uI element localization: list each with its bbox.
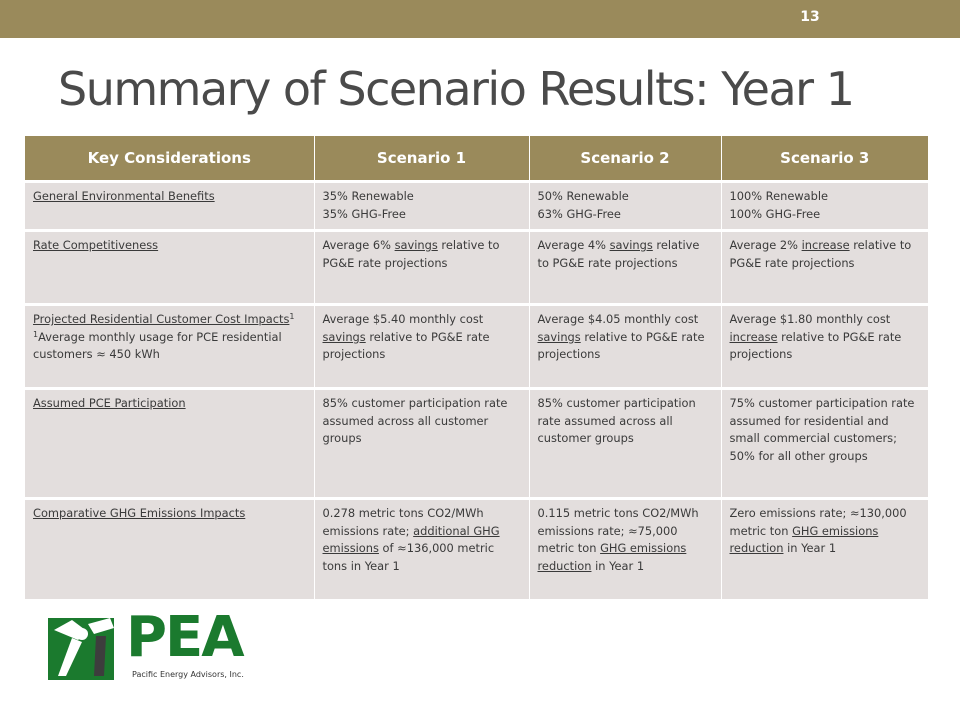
footnote-marker: 1 bbox=[33, 329, 39, 339]
cell-text-underlined: savings bbox=[394, 238, 438, 252]
cell-line: 63% GHG-Free bbox=[537, 206, 621, 221]
cell-text: in Year 1 bbox=[783, 541, 837, 555]
cell bbox=[721, 231, 928, 305]
footnote-marker: 1 bbox=[289, 312, 295, 321]
cell-text: relative to PG&E rate projections bbox=[537, 329, 705, 361]
cell bbox=[529, 305, 721, 389]
cell-line: 50% Renewable bbox=[537, 189, 629, 203]
cell: 85% customer participation rate assumed across all customer groups bbox=[529, 389, 721, 499]
cell-text: Average $4.05 monthly cost bbox=[537, 312, 699, 326]
cell-text-underlined: savings bbox=[609, 238, 653, 252]
table-row bbox=[25, 305, 928, 389]
cell-text-underlined: GHG emissions reduction bbox=[537, 541, 687, 573]
cell-line: 35% Renewable bbox=[322, 189, 414, 203]
cell bbox=[721, 305, 928, 389]
cell-text: relative to PG&E rate projections bbox=[729, 329, 902, 361]
cell-text-underlined: GHG emissions reduction bbox=[729, 523, 879, 555]
cell-text: relative to PG&E rate projections bbox=[322, 329, 490, 361]
cell-text: Average 4% bbox=[537, 238, 610, 252]
cell-text-underlined: additional GHG emissions bbox=[322, 523, 500, 555]
cell-text: relative to PG&E rate projections bbox=[537, 238, 700, 270]
cell-text: Average 2% bbox=[729, 238, 802, 252]
cell-text: Average $5.40 monthly cost bbox=[322, 312, 484, 326]
row-label-ghg bbox=[25, 499, 314, 599]
cell: 75% customer participation rate assumed for residential and small commercial customers; 50% for all other groups bbox=[721, 389, 928, 499]
cell-text: 0.278 metric tons CO2/MWh emissions rate; bbox=[322, 506, 484, 538]
top-bar bbox=[0, 0, 960, 38]
header-key-considerations: Key Considerations bbox=[25, 136, 314, 182]
cell-text: relative to PG&E rate projections bbox=[729, 238, 912, 270]
cell-text: Average $1.80 monthly cost bbox=[729, 312, 891, 326]
row-label-text: Assumed PCE Participation bbox=[33, 396, 186, 410]
cell-text-underlined: savings bbox=[322, 329, 366, 344]
row-label-text: Comparative GHG Emissions Impacts bbox=[33, 506, 246, 520]
cell-text-underlined: increase bbox=[729, 329, 778, 344]
cell bbox=[314, 231, 529, 305]
row-label-text: Projected Residential Customer Cost Impacts bbox=[33, 312, 290, 326]
table-header-row bbox=[25, 136, 928, 182]
header-scenario-3: Scenario 3 bbox=[721, 136, 928, 182]
row-label-residential bbox=[25, 305, 314, 389]
row-label-rate bbox=[25, 231, 314, 305]
cell bbox=[314, 182, 529, 231]
cell-text: Zero emissions rate; ≈130,000 metric ton bbox=[729, 506, 907, 538]
header-scenario-2: Scenario 2 bbox=[529, 136, 721, 182]
cell bbox=[314, 305, 529, 389]
row-label-environmental bbox=[25, 182, 314, 231]
header-scenario-1: Scenario 1 bbox=[314, 136, 529, 182]
cell-text: of ≈136,000 metric tons in Year 1 bbox=[322, 541, 495, 573]
cell bbox=[721, 499, 928, 599]
footnote-text: Average monthly usage for PCE residential customers ≈ 450 kWh bbox=[33, 329, 282, 361]
pea-logo bbox=[48, 605, 248, 688]
pea-logo-icon bbox=[48, 614, 128, 680]
logo-text: PEA bbox=[126, 605, 243, 670]
cell-line: 100% GHG-Free bbox=[729, 206, 821, 221]
cell bbox=[529, 182, 721, 231]
cell bbox=[721, 182, 928, 231]
cell bbox=[314, 499, 529, 599]
cell-text: Average 6% bbox=[322, 238, 395, 252]
slide-title: Summary of Scenario Results: Year 1 bbox=[58, 62, 854, 116]
table-row bbox=[25, 499, 928, 599]
cell-line: 35% GHG-Free bbox=[322, 206, 406, 221]
logo-subtitle: Pacific Energy Advisors, Inc. bbox=[132, 670, 244, 679]
cell bbox=[529, 231, 721, 305]
cell-text-underlined: savings bbox=[537, 329, 581, 344]
cell-line: 100% Renewable bbox=[729, 189, 829, 203]
cell-text: in Year 1 bbox=[591, 558, 645, 573]
table-row bbox=[25, 182, 928, 231]
cell-text-underlined: increase bbox=[801, 238, 850, 252]
cell bbox=[529, 499, 721, 599]
table-row bbox=[25, 389, 928, 499]
page-number: 13 bbox=[800, 9, 820, 25]
cell-text: 0.115 metric tons CO2/MWh emissions rate; ≈75,000 metric ton bbox=[537, 506, 699, 555]
table-row bbox=[25, 231, 928, 305]
row-label-text: General Environmental Benefits bbox=[33, 189, 215, 203]
row-label-participation bbox=[25, 389, 314, 499]
row-label-text: Rate Competitiveness bbox=[33, 238, 159, 252]
scenario-summary-table bbox=[25, 136, 928, 599]
cell-text: relative to PG&E rate projections bbox=[322, 238, 500, 270]
cell: 85% customer participation rate assumed across all customer groups bbox=[314, 389, 529, 499]
footnote bbox=[33, 329, 306, 364]
